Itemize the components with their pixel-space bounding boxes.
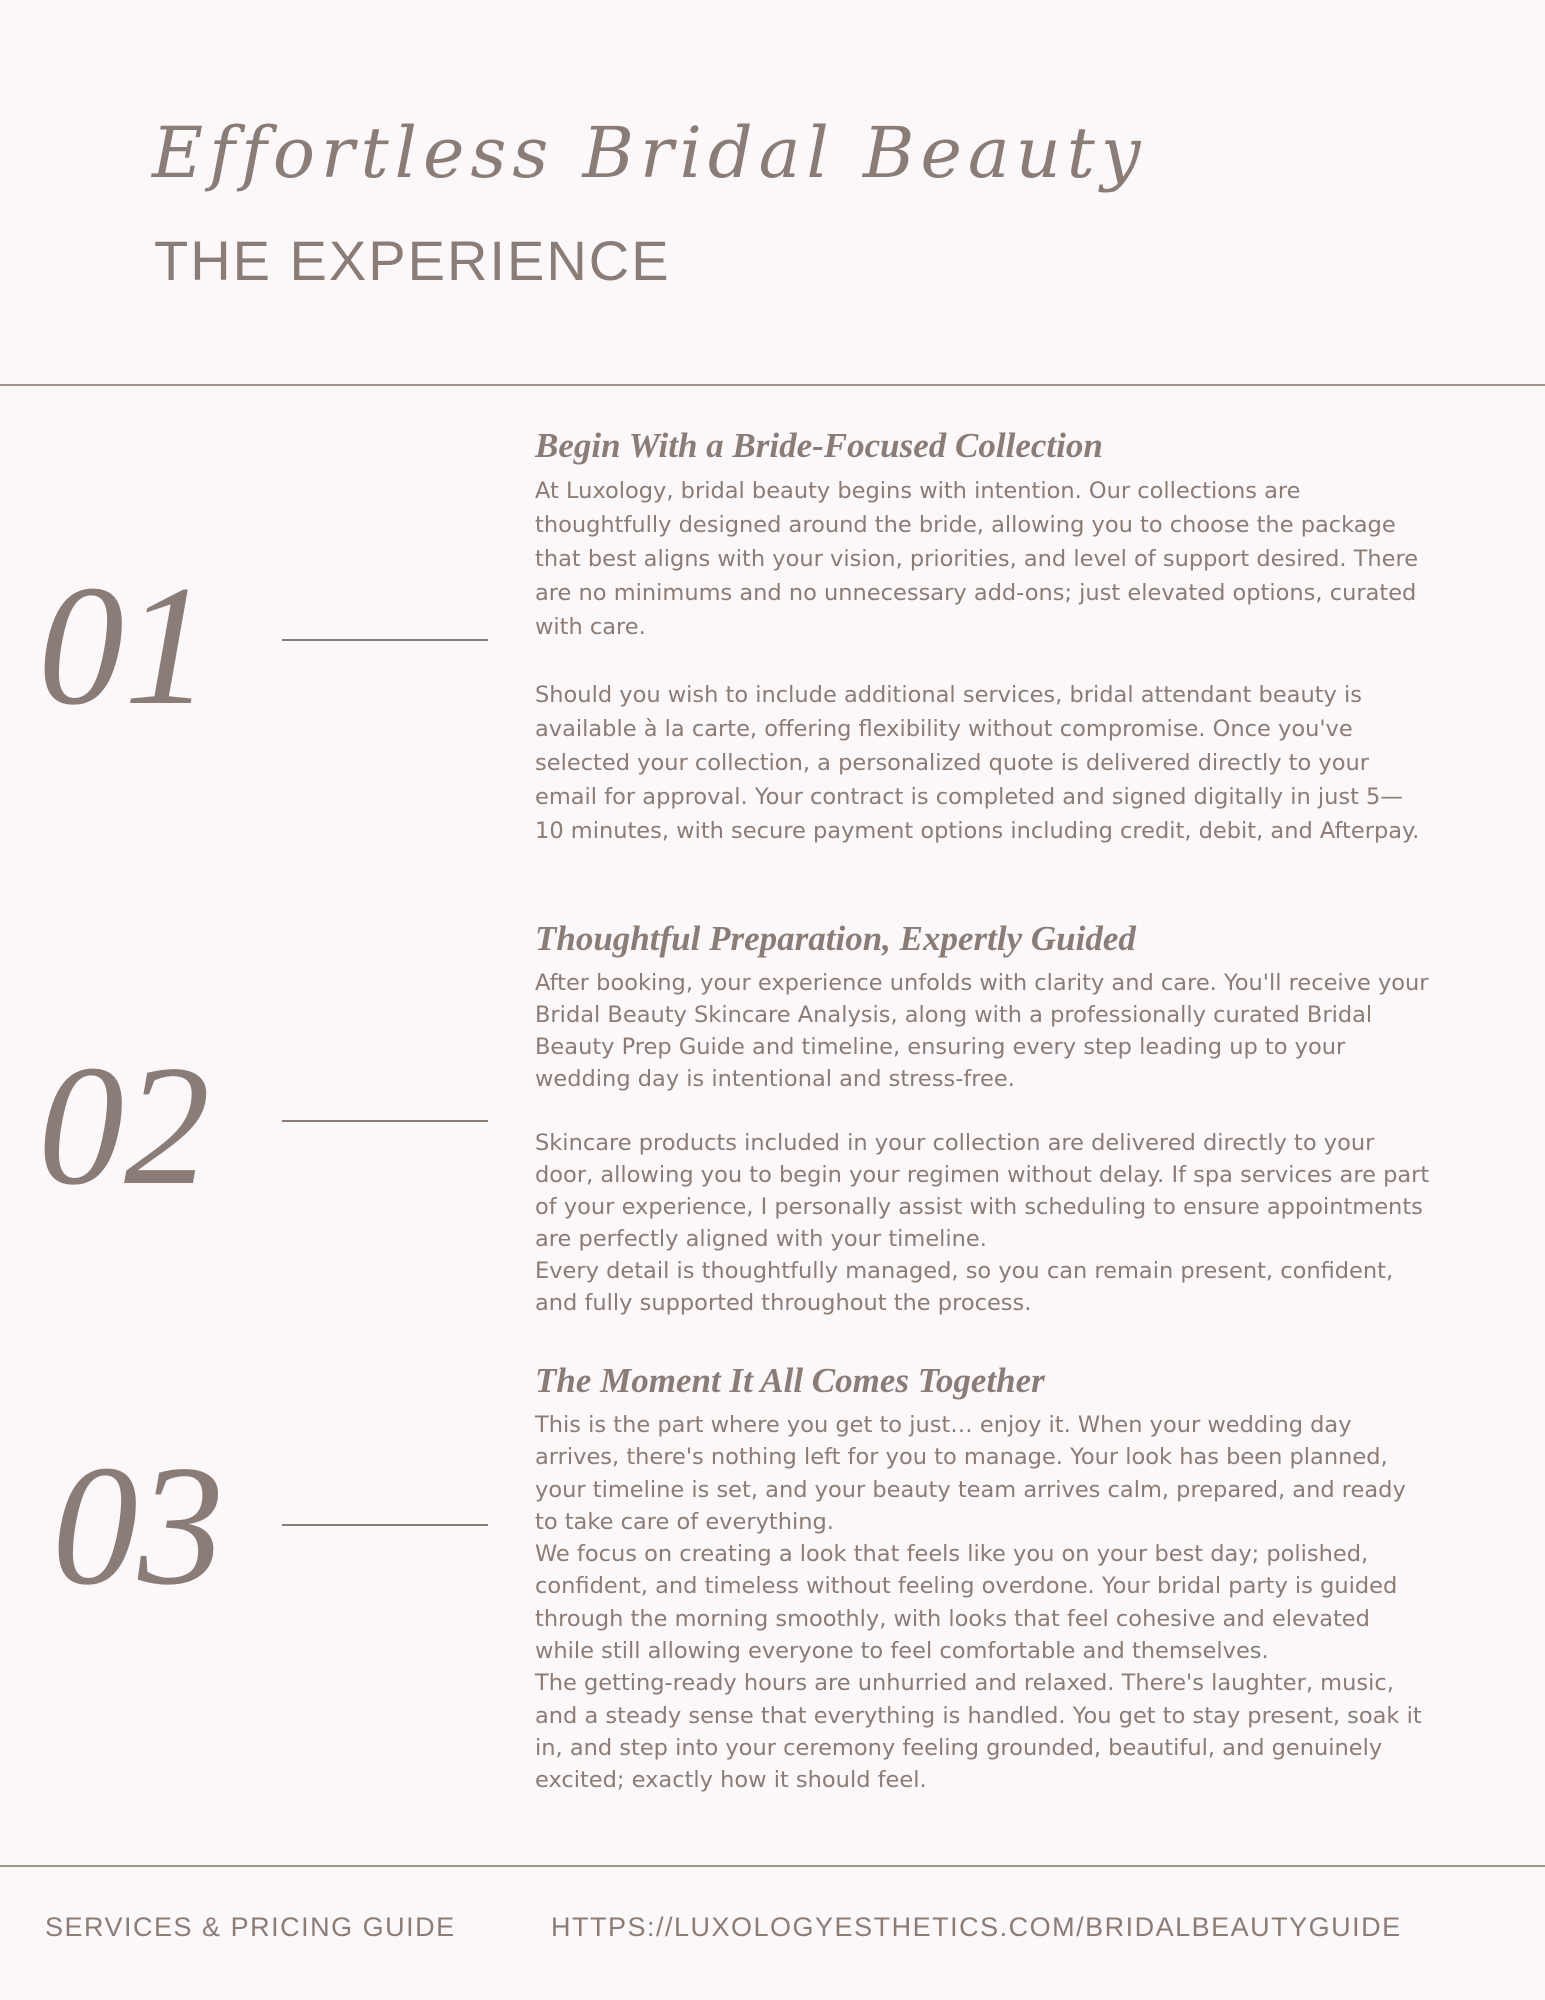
step-number-01: 01 bbox=[38, 551, 210, 741]
step-heading-01: Begin With a Bride-Focused Collection bbox=[535, 426, 1103, 465]
page-subtitle: THE EXPERIENCE bbox=[154, 229, 671, 292]
step-heading-02: Thoughtful Preparation, Expertly Guided bbox=[535, 919, 1136, 958]
step-connector-02 bbox=[282, 1120, 488, 1122]
step-number-02: 02 bbox=[38, 1031, 210, 1221]
step-connector-03 bbox=[282, 1524, 488, 1526]
header-divider bbox=[0, 384, 1545, 386]
step-02-paragraph-3: Every detail is thoughtfully managed, so you can remain present, confident, and fully supported throughout the process. bbox=[535, 1258, 1394, 1316]
step-number-03: 03 bbox=[52, 1431, 224, 1621]
footer-divider bbox=[0, 1865, 1545, 1867]
step-02-paragraph-1: After booking, your experience unfolds with clarity and care. You'll receive your Bridal Beauty Skincare Analysis, along with a professionally curated Bridal Beauty Prep Guide and timeline, ensuring every step leading up to your wedding day is intentional and stress-free. bbox=[535, 970, 1429, 1092]
step-section-01 bbox=[535, 424, 1430, 848]
page-title: Effortless Bridal Beauty bbox=[152, 112, 1147, 194]
step-03-paragraph-2: We focus on creating a look that feels like you on your best day; polished, confident, and timeless without feeling overdone. Your bridal party is guided through the morning smoothly, with looks that feel cohesive and elevated while still allowing everyone to feel comfortable and themselves. bbox=[535, 1541, 1398, 1665]
footer-guide-title: SERVICES & PRICING GUIDE bbox=[45, 1912, 456, 1942]
step-section-02 bbox=[535, 917, 1430, 1319]
step-03-paragraph-1: This is the part where you get to just… enjoy it. When your wedding day arrives, there's nothing left for you to manage. Your look has been planned, your timeline is set, and your beauty team arrives calm, prepared, and ready to take care of everything. bbox=[535, 1412, 1406, 1535]
step-heading-03: The Moment It All Comes Together bbox=[535, 1361, 1045, 1400]
step-01-paragraph-2: Should you wish to include additional services, bridal attendant beauty is available à la carte, offering flexibility without compromise. Once you've selected your collection, a personalized quote is delivered directly to your email for approval. Your contract is completed and signed digitally in just 5—10 minutes, with secure payment options including credit, debit, and Afterpay. bbox=[535, 682, 1420, 844]
step-01-paragraph-1: At Luxology, bridal beauty begins with intention. Our collections are thoughtfully designed around the bride, allowing you to choose the package that best aligns with your vision, priorities, and level of support desired. There are no minimums and no unnecessary add-ons; just elevated options, curated with care. bbox=[535, 478, 1419, 640]
step-03-paragraph-3: The getting-ready hours are unhurried and relaxed. There's laughter, music, and a steady sense that everything is handled. You get to stay present, soak it in, and step into your ceremony feeling grounded, beautiful, and genuinely excited; exactly how it should feel. bbox=[535, 1670, 1422, 1794]
step-02-paragraph-2: Skincare products included in your collection are delivered directly to your door, allowing you to begin your regimen without delay. If spa services are part of your experience, I personally assist with scheduling to ensure appointments are perfectly aligned with your timeline. bbox=[535, 1130, 1430, 1252]
step-connector-01 bbox=[282, 639, 488, 641]
footer-url-link[interactable]: HTTPS://LUXOLOGYESTHETICS.COM/BRIDALBEAUTYGUIDE bbox=[551, 1912, 1402, 1942]
step-section-03 bbox=[535, 1359, 1430, 1797]
